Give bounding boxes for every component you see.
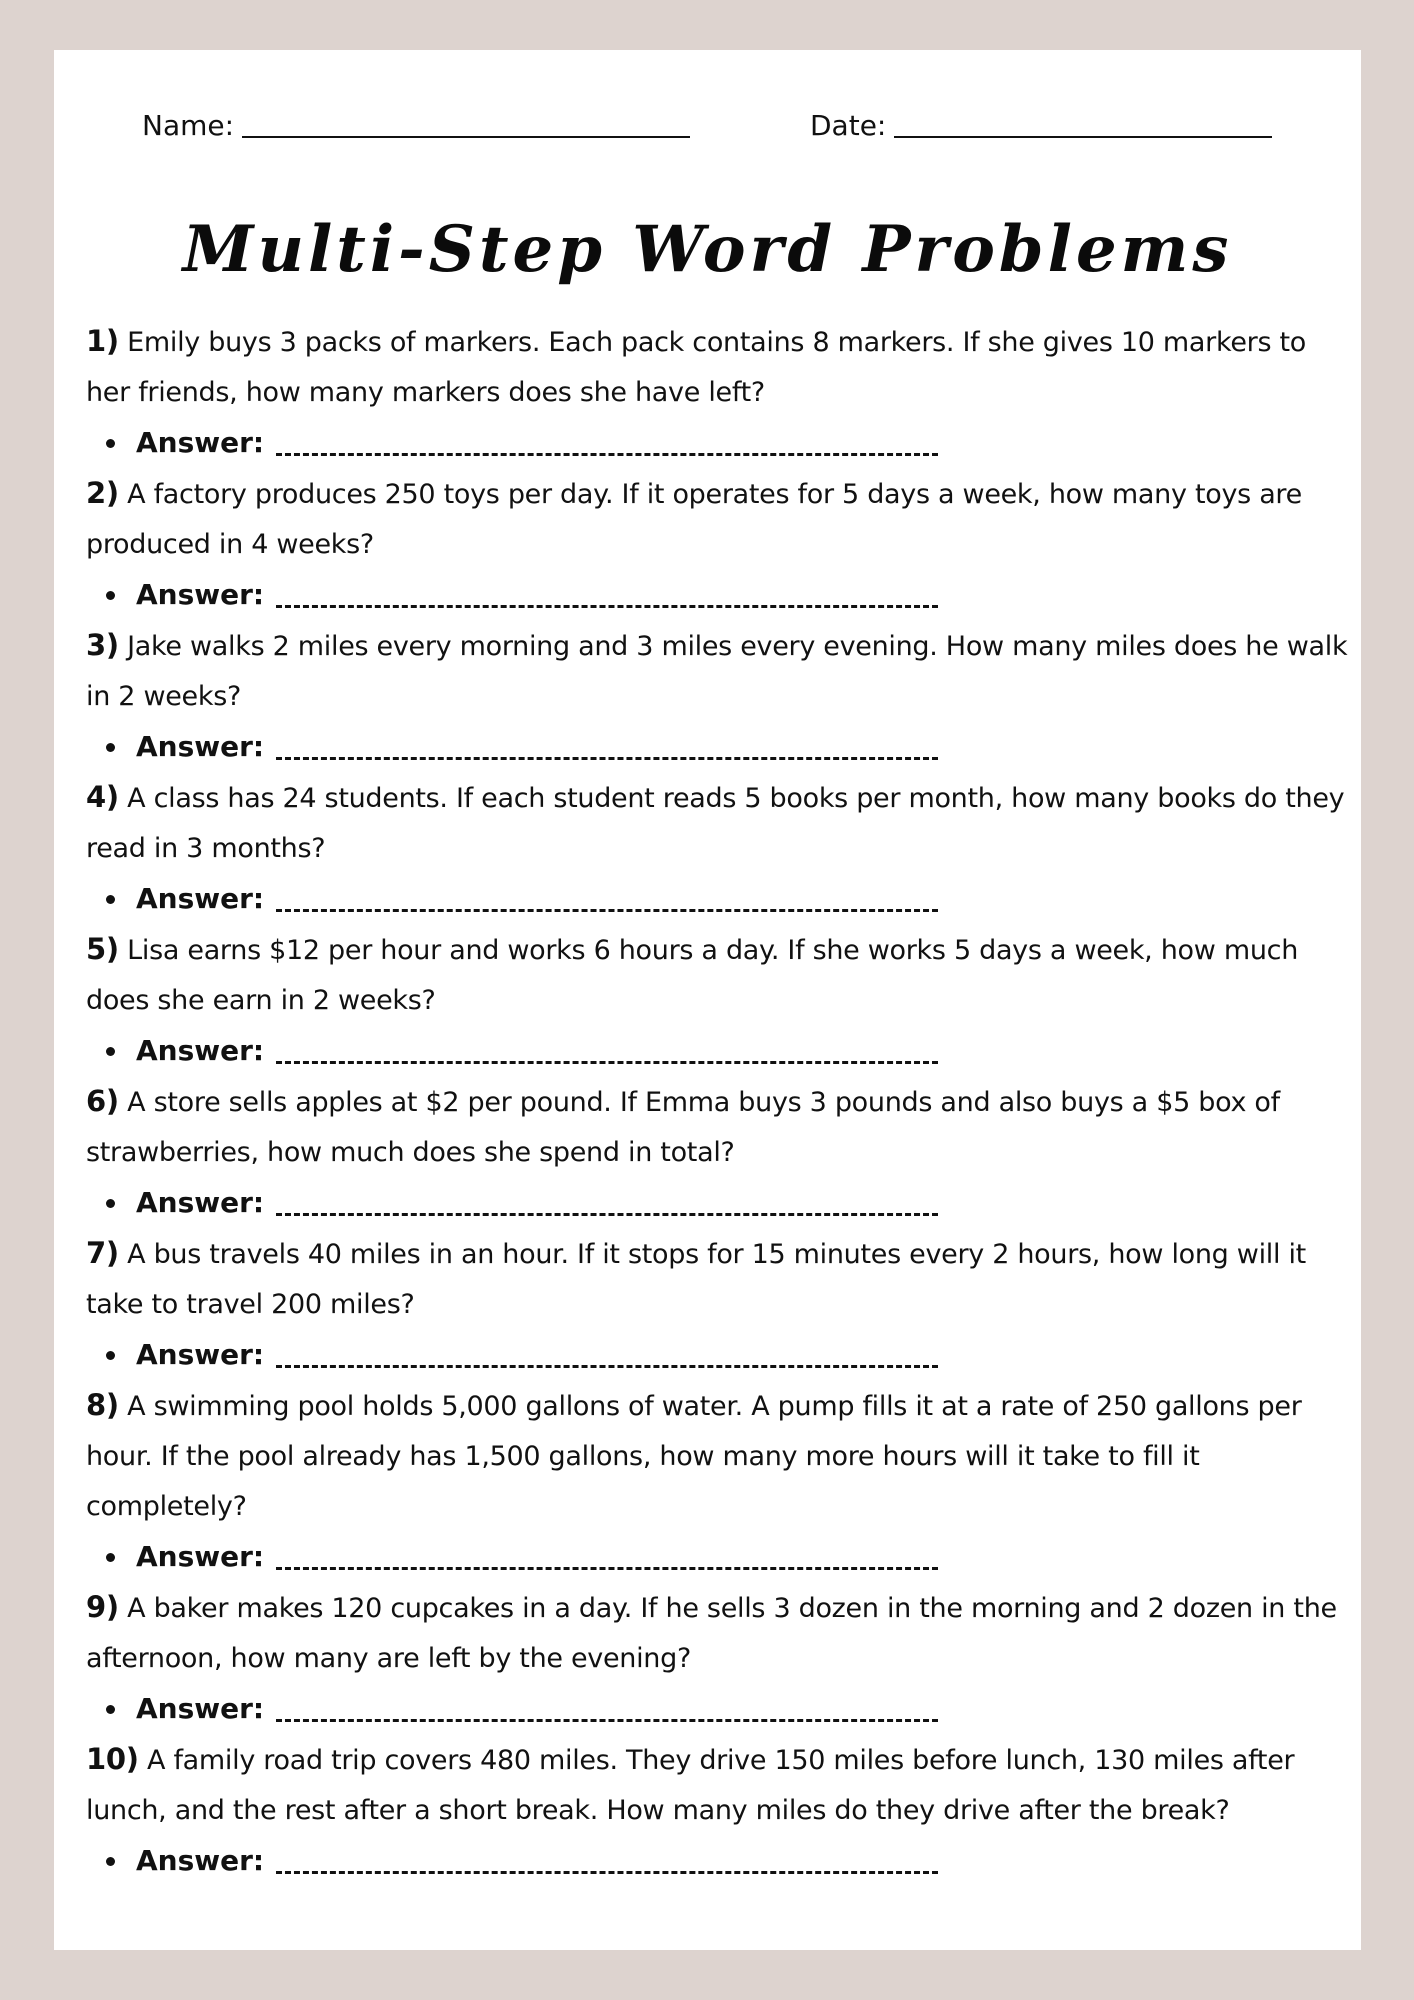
problem-question: Lisa earns $12 per hour and works 6 hours a day. If she works 5 days a week, how much does she earn in 2 weeks? bbox=[86, 935, 1299, 1016]
problem-number: 5) bbox=[86, 932, 119, 966]
problem-question: A bus travels 40 miles in an hour. If it stops for 15 minutes every 2 hours, how long will it take to travel 200 miles? bbox=[86, 1239, 1306, 1320]
date-field bbox=[810, 108, 1272, 144]
bullet-icon bbox=[106, 1199, 115, 1208]
bullet-icon bbox=[106, 591, 115, 600]
bullet-icon bbox=[106, 1351, 115, 1360]
problem-3 bbox=[86, 620, 1356, 772]
problem-question: Emily buys 3 packs of markers. Each pack contains 8 markers. If she gives 10 markers to her friends, how many markers does she have left? bbox=[86, 327, 1307, 408]
answer-row bbox=[86, 1178, 1356, 1228]
problem-number: 7) bbox=[86, 1236, 119, 1270]
bullet-icon bbox=[106, 1553, 115, 1562]
problem-7 bbox=[86, 1228, 1356, 1380]
answer-label: Answer: bbox=[136, 1338, 265, 1371]
answer-blank-line[interactable] bbox=[276, 433, 938, 456]
bullet-icon bbox=[106, 1047, 115, 1056]
name-field bbox=[142, 108, 690, 144]
problem-text bbox=[86, 1380, 1356, 1532]
answer-blank-line[interactable] bbox=[276, 1193, 938, 1216]
bullet-icon bbox=[106, 1705, 115, 1714]
answer-row bbox=[86, 418, 1356, 468]
bullet-icon bbox=[106, 743, 115, 752]
problem-text bbox=[86, 1582, 1356, 1684]
name-blank-line[interactable] bbox=[242, 136, 690, 138]
answer-label: Answer: bbox=[136, 1186, 265, 1219]
header-row bbox=[54, 108, 1361, 158]
answer-blank-line[interactable] bbox=[276, 1345, 938, 1368]
problem-question: A family road trip covers 480 miles. They drive 150 miles before lunch, 130 miles after lunch, and the rest after a short break. How many miles do they drive after the break? bbox=[86, 1745, 1295, 1826]
problem-number: 10) bbox=[86, 1742, 139, 1776]
answer-blank-line[interactable] bbox=[276, 585, 938, 608]
problem-text bbox=[86, 1734, 1356, 1836]
answer-row bbox=[86, 722, 1356, 772]
answer-row bbox=[86, 874, 1356, 924]
answer-row bbox=[86, 1026, 1356, 1076]
answer-row bbox=[86, 1330, 1356, 1380]
problem-number: 4) bbox=[86, 780, 119, 814]
answer-label: Answer: bbox=[136, 1540, 265, 1573]
problem-number: 2) bbox=[86, 476, 119, 510]
problem-4 bbox=[86, 772, 1356, 924]
answer-label: Answer: bbox=[136, 1692, 265, 1725]
problem-text bbox=[86, 316, 1356, 418]
answer-row bbox=[86, 1684, 1356, 1734]
problem-question: A baker makes 120 cupcakes in a day. If he sells 3 dozen in the morning and 2 dozen in the afternoon, how many are left by the evening? bbox=[86, 1593, 1337, 1674]
problem-6 bbox=[86, 1076, 1356, 1228]
answer-blank-line[interactable] bbox=[276, 1547, 938, 1570]
answer-blank-line[interactable] bbox=[276, 1851, 938, 1874]
problem-text bbox=[86, 772, 1356, 874]
problem-question: A class has 24 students. If each student reads 5 books per month, how many books do they read in 3 months? bbox=[86, 783, 1345, 864]
problem-question: A swimming pool holds 5,000 gallons of water. A pump fills it at a rate of 250 gallons per hour. If the pool already has 1,500 gallons, how many more hours will it take to fill it completely? bbox=[86, 1391, 1302, 1522]
bullet-icon bbox=[106, 1857, 115, 1866]
problem-list bbox=[86, 316, 1356, 1886]
answer-blank-line[interactable] bbox=[276, 889, 938, 912]
answer-blank-line[interactable] bbox=[276, 737, 938, 760]
problem-text bbox=[86, 468, 1356, 570]
answer-label: Answer: bbox=[136, 882, 265, 915]
problem-question: Jake walks 2 miles every morning and 3 miles every evening. How many miles does he walk in 2 weeks? bbox=[86, 631, 1348, 712]
problem-2 bbox=[86, 468, 1356, 620]
bullet-icon bbox=[106, 895, 115, 904]
problem-number: 1) bbox=[86, 324, 119, 358]
answer-blank-line[interactable] bbox=[276, 1699, 938, 1722]
problem-number: 8) bbox=[86, 1388, 119, 1422]
problem-number: 9) bbox=[86, 1590, 119, 1624]
bullet-icon bbox=[106, 439, 115, 448]
problem-number: 6) bbox=[86, 1084, 119, 1118]
problem-8 bbox=[86, 1380, 1356, 1582]
name-label: Name: bbox=[142, 109, 235, 142]
worksheet-title: Multi-Step Word Problems bbox=[182, 212, 1233, 287]
date-label: Date: bbox=[810, 109, 887, 142]
date-blank-line[interactable] bbox=[894, 136, 1272, 138]
answer-blank-line[interactable] bbox=[276, 1041, 938, 1064]
problem-question: A factory produces 250 toys per day. If it operates for 5 days a week, how many toys are produced in 4 weeks? bbox=[86, 479, 1302, 560]
answer-label: Answer: bbox=[136, 578, 265, 611]
answer-row bbox=[86, 1836, 1356, 1886]
problem-text bbox=[86, 924, 1356, 1026]
problem-5 bbox=[86, 924, 1356, 1076]
problem-9 bbox=[86, 1582, 1356, 1734]
problem-number: 3) bbox=[86, 628, 119, 662]
answer-label: Answer: bbox=[136, 1844, 265, 1877]
answer-label: Answer: bbox=[136, 1034, 265, 1067]
answer-row bbox=[86, 570, 1356, 620]
worksheet-page bbox=[54, 50, 1361, 1950]
problem-text bbox=[86, 1076, 1356, 1178]
problem-text bbox=[86, 1228, 1356, 1330]
answer-label: Answer: bbox=[136, 730, 265, 763]
problem-1 bbox=[86, 316, 1356, 468]
answer-row bbox=[86, 1532, 1356, 1582]
problem-text bbox=[86, 620, 1356, 722]
problem-10 bbox=[86, 1734, 1356, 1886]
answer-label: Answer: bbox=[136, 426, 265, 459]
problem-question: A store sells apples at $2 per pound. If Emma buys 3 pounds and also buys a $5 box of strawberries, how much does she spend in total? bbox=[86, 1087, 1280, 1168]
